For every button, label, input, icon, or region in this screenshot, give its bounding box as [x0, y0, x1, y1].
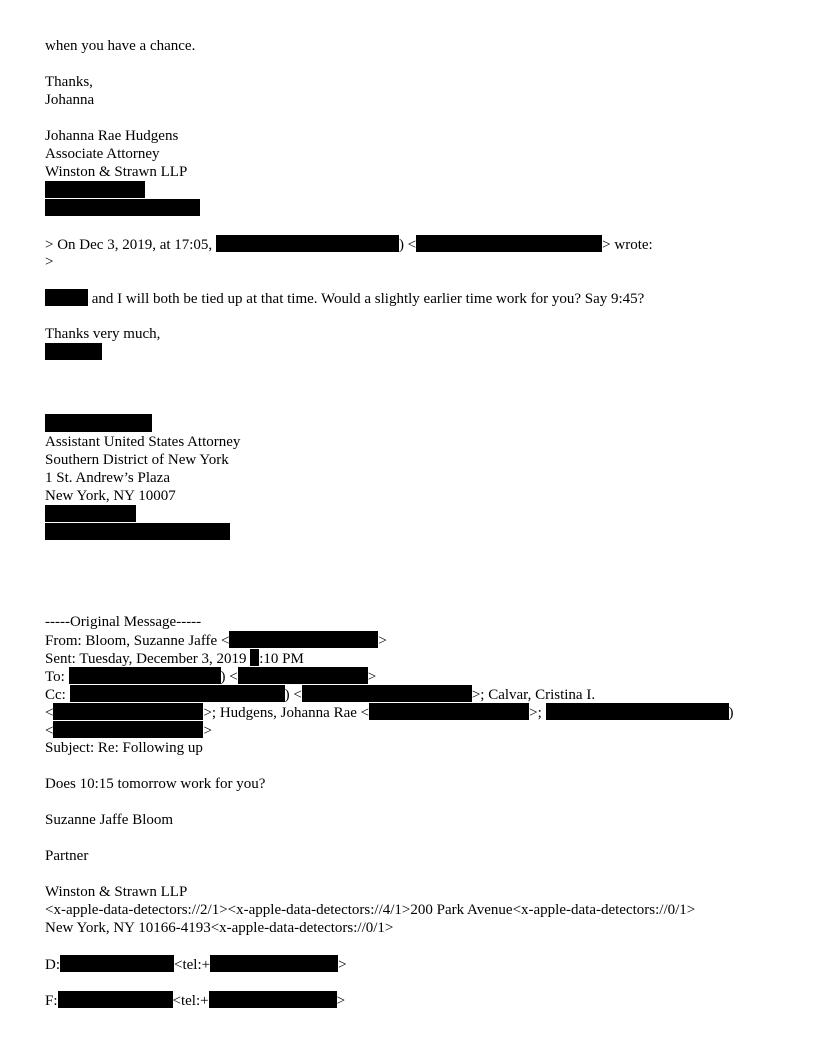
signature-name: Johanna Rae Hudgens: [45, 128, 179, 144]
redaction-block: [60, 955, 174, 972]
redaction-block: [53, 721, 203, 738]
cc-line: [45, 685, 595, 704]
quote-intro-line: [45, 235, 653, 254]
redaction-block: [210, 955, 338, 972]
paren-close: ): [728, 705, 734, 721]
angle-close: >: [367, 669, 377, 685]
redaction-block: [70, 685, 285, 702]
redaction-block: [45, 199, 200, 216]
ausa-office: Southern District of New York: [45, 452, 229, 468]
redaction-block: [209, 991, 337, 1008]
angle-close: >: [378, 633, 387, 649]
tel-prefix: <tel:+: [172, 993, 209, 1009]
angle-close: >: [203, 723, 212, 739]
tel-suffix: >: [338, 957, 347, 973]
paren-open-angle: ) <: [220, 669, 238, 685]
tel-prefix: <tel:+: [174, 957, 211, 973]
quote-marker: >: [45, 254, 54, 270]
cc-continuation-line: [45, 703, 734, 722]
bloom-name: Suzanne Jaffe Bloom: [45, 812, 174, 828]
redaction-block: [216, 235, 399, 252]
redaction-block: [546, 703, 729, 720]
original-body: Does 10:15 tomorrow work for you?: [45, 776, 266, 792]
paren-open-angle: ) <: [284, 687, 302, 703]
sent-suffix: :10 PM: [259, 651, 304, 667]
bloom-firm: Winston & Strawn LLP: [45, 884, 188, 900]
closing-request-line: when you have a chance.: [45, 38, 196, 54]
quote-intro-prefix: > On Dec 3, 2019, at 17:05,: [45, 237, 213, 253]
redaction-block: [45, 343, 102, 360]
quote-intro-mid: ) <: [398, 237, 417, 253]
bloom-address-line1: <x-apple-data-detectors://2/1><x-apple-data-detectors://4/1>200 Park Avenue<x-apple-data-detectors://0/1>: [45, 902, 696, 918]
redaction-block: [229, 631, 378, 648]
reply-body-text: and I will both be tied up at that time. Would a slightly earlier time work for you? Say 9:45?: [91, 291, 645, 307]
redaction-block: [53, 703, 203, 720]
redaction-block: [416, 235, 602, 252]
to-prefix: To:: [45, 669, 65, 685]
angle-open: <: [45, 705, 54, 721]
signature-title: Associate Attorney: [45, 146, 160, 162]
reply-body-line: [45, 289, 644, 308]
thanks-line: Thanks,: [45, 74, 93, 90]
redaction-block: [302, 685, 472, 702]
cc-calvar: >; Calvar, Cristina I.: [471, 687, 596, 703]
sender-first-name: Johanna: [45, 92, 95, 108]
redaction-block: [238, 667, 368, 684]
original-message-header: -----Original Message-----: [45, 614, 202, 630]
cc-continuation-line-2: [45, 721, 212, 740]
to-line: [45, 667, 376, 686]
fax-phone-line: [45, 991, 345, 1010]
bloom-address-line2: New York, NY 10166-4193<x-apple-data-detectors://0/1>: [45, 920, 394, 936]
redaction-block: [69, 667, 221, 684]
ausa-city: New York, NY 10007: [45, 488, 176, 504]
sent-line: [45, 649, 304, 668]
angle-open: <: [45, 723, 54, 739]
cc-prefix: Cc:: [45, 687, 66, 703]
tel-suffix: >: [336, 993, 346, 1009]
sent-prefix: Sent: Tuesday, December 3, 2019: [45, 651, 247, 667]
redaction-block: [45, 505, 136, 522]
fax-prefix: F:: [45, 993, 58, 1009]
quote-intro-suffix: > wrote:: [602, 237, 653, 253]
redaction-block: [45, 523, 230, 540]
redaction-block: [45, 414, 152, 432]
redaction-block: [45, 289, 88, 306]
ausa-street: 1 St. Andrew’s Plaza: [45, 470, 170, 486]
direct-phone-line: [45, 955, 347, 974]
ausa-title: Assistant United States Attorney: [45, 434, 241, 450]
reply-thanks-line: Thanks very much,: [45, 326, 161, 342]
from-prefix: From: Bloom, Suzanne Jaffe <: [45, 633, 230, 649]
redaction-block: [45, 181, 145, 198]
signature-firm: Winston & Strawn LLP: [45, 164, 188, 180]
direct-prefix: D:: [45, 957, 60, 973]
semicolon-sep: >;: [529, 705, 542, 721]
redaction-block: [369, 703, 529, 720]
subject-line: Subject: Re: Following up: [45, 740, 203, 756]
redaction-block: [250, 649, 259, 666]
bloom-title: Partner: [45, 848, 89, 864]
cc-hudgens: >; Hudgens, Johanna Rae <: [203, 705, 370, 721]
from-line: [45, 631, 387, 650]
redaction-block: [58, 991, 173, 1008]
